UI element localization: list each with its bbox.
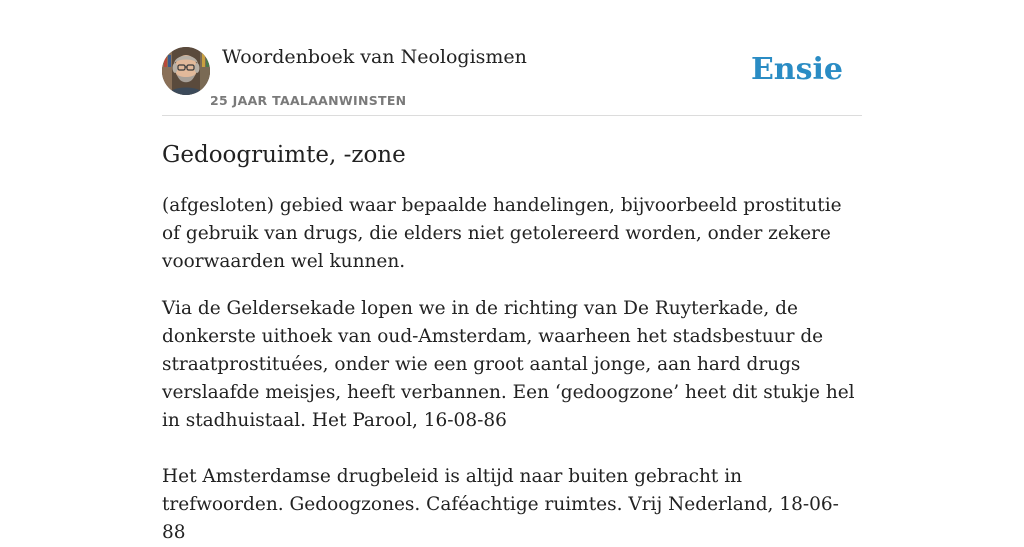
entry-term: Gedoogruimte, -zone xyxy=(162,142,406,168)
entry-quote: Het Amsterdamse drugbeleid is altijd naar buiten gebracht in trefwoorden. Gedoogzones. Caféachtige ruimtes. Vrij Nederland, 18-06-88 xyxy=(162,466,839,543)
entry-definition: (afgesloten) gebied waar bepaalde handelingen, bijvoorbeeld prostitutie of gebruik van drugs, die elders niet getolereerd worden, onder zekere voorwaarden wel kunnen. xyxy=(162,195,842,272)
brand-logo[interactable]: Ensie xyxy=(750,52,843,87)
entry-quote: Via de Geldersekade lopen we in de richting van De Ruyterkade, de donkerste uithoek van oud-Amsterdam, waarheen het stadsbestuur de straatprostituées, onder wie een groot aantal jonge, aan hard drugs verslaafde meisjes, heeft verbannen. Een ‘gedoogzone’ heet dit stukje hel in stadhuistaal. Het Parool, 16-08-86 xyxy=(162,298,855,431)
author-portrait-icon xyxy=(162,47,210,95)
author-tagline: 25 JAAR TAALAANWINSTEN xyxy=(210,93,407,108)
entry-header xyxy=(162,46,862,116)
entry-card xyxy=(162,46,862,547)
author-name[interactable]: Woordenboek van Neologismen xyxy=(222,46,527,68)
author-avatar[interactable] xyxy=(162,47,210,95)
